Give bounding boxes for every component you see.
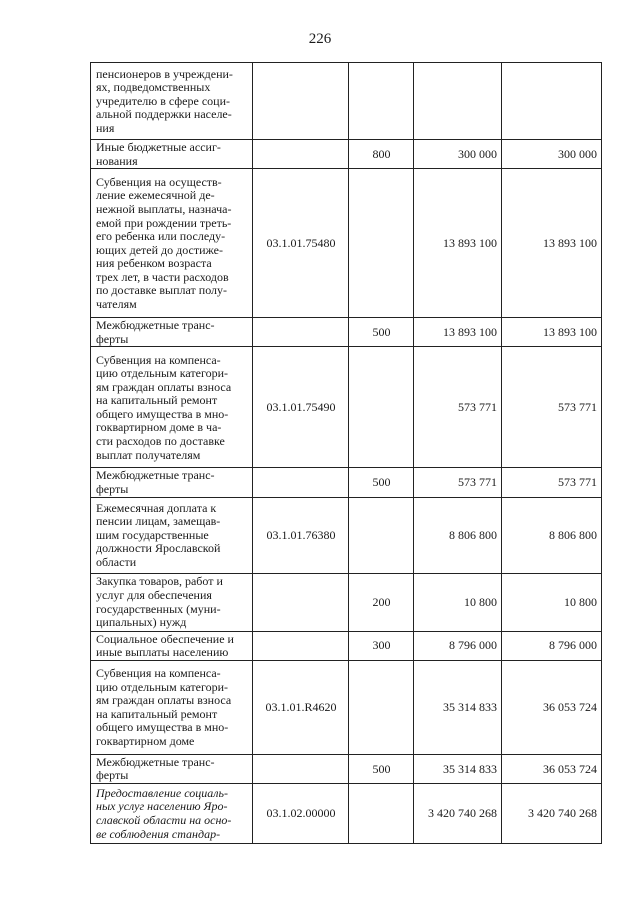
row-amount-year2-cell: 13 893 100 [502,169,602,318]
budget-table-body [91,63,602,844]
row-expense-type-cell: 500 [349,318,414,347]
row-expense-type-cell: 300 [349,631,414,660]
row-code-cell [253,631,349,660]
table-row [91,63,602,140]
row-amount-year1-cell: 300 000 [414,140,502,169]
page-number: 226 [308,31,332,47]
row-amount-year2-cell: 300 000 [502,140,602,169]
row-code-cell [253,63,349,140]
row-code-cell [253,754,349,783]
row-code-cell: 03.1.01.75490 [253,347,349,468]
row-amount-year1-cell: 3 420 740 268 [414,783,502,843]
row-amount-year2-cell: 573 771 [502,347,602,468]
row-expense-type-cell [349,660,414,754]
row-name-cell: Межбюджетные транс- ферты [91,468,253,497]
table-row [91,573,602,631]
row-amount-year2-cell: 13 893 100 [502,318,602,347]
table-row [91,318,602,347]
row-expense-type-cell: 500 [349,754,414,783]
row-code-cell: 03.1.01.R4620 [253,660,349,754]
row-name-cell: Иные бюджетные ассиг- нования [91,140,253,169]
row-amount-year1-cell: 573 771 [414,347,502,468]
row-amount-year2-cell: 10 800 [502,573,602,631]
row-expense-type-cell [349,347,414,468]
table-row [91,783,602,843]
row-amount-year2-cell: 8 806 800 [502,497,602,573]
row-amount-year2-cell: 36 053 724 [502,754,602,783]
row-name-cell: Закупка товаров, работ и услуг для обеспечения государственных (муни- ципальных) нужд [91,573,253,631]
row-name-cell: пенсионеров в учреждени- ях, подведомственных учредителю в сфере соци- альной поддержки населе- ния [91,63,253,140]
table-row [91,754,602,783]
row-name-cell: Межбюджетные транс- ферты [91,754,253,783]
table-row [91,497,602,573]
table-row [91,347,602,468]
row-name-cell: Субвенция на компенса- цию отдельным категори- ям граждан оплаты взноса на капитальный ремонт общего имущества в мно- гоквартирном доме в ча- сти расходов по доставке выплат получателям [91,347,253,468]
row-amount-year2-cell: 573 771 [502,468,602,497]
row-expense-type-cell [349,169,414,318]
row-code-cell [253,573,349,631]
row-expense-type-cell: 200 [349,573,414,631]
row-expense-type-cell [349,63,414,140]
row-expense-type-cell [349,783,414,843]
row-amount-year1-cell: 8 806 800 [414,497,502,573]
table-row [91,660,602,754]
row-amount-year1-cell: 10 800 [414,573,502,631]
table-row [91,468,602,497]
row-amount-year1-cell: 573 771 [414,468,502,497]
row-amount-year1-cell: 35 314 833 [414,660,502,754]
row-code-cell: 03.1.01.76380 [253,497,349,573]
row-amount-year2-cell: 8 796 000 [502,631,602,660]
row-amount-year2-cell [502,63,602,140]
row-name-cell: Предоставление социаль- ных услуг населению Яро- славской области на осно- ве соблюдения стандар- [91,783,253,843]
row-name-cell: Социальное обеспечение и иные выплаты населению [91,631,253,660]
row-amount-year1-cell: 35 314 833 [414,754,502,783]
row-code-cell [253,468,349,497]
row-name-cell: Межбюджетные транс- ферты [91,318,253,347]
row-name-cell: Субвенция на осуществ- ление ежемесячной де- нежной выплаты, назнача- емой при рождении треть- его ребенка или последу- ющих детей до достиже- ния ребенком возраста трех лет, в части расходов по доставке выплат полу- чателям [91,169,253,318]
budget-table [90,62,602,844]
row-name-cell: Ежемесячная доплата к пенсии лицам, замещав- шим государственные должности Ярославской области [91,497,253,573]
row-amount-year1-cell: 13 893 100 [414,169,502,318]
row-amount-year2-cell: 3 420 740 268 [502,783,602,843]
row-code-cell: 03.1.02.00000 [253,783,349,843]
row-name-cell: Субвенция на компенса- цию отдельным категори- ям граждан оплаты взноса на капитальный ремонт общего имущества в мно- гоквартирном доме [91,660,253,754]
table-row [91,631,602,660]
row-amount-year1-cell: 13 893 100 [414,318,502,347]
row-expense-type-cell: 500 [349,468,414,497]
row-code-cell [253,140,349,169]
table-row [91,140,602,169]
row-code-cell: 03.1.01.75480 [253,169,349,318]
row-amount-year1-cell: 8 796 000 [414,631,502,660]
row-expense-type-cell: 800 [349,140,414,169]
row-expense-type-cell [349,497,414,573]
table-row [91,169,602,318]
row-amount-year1-cell [414,63,502,140]
row-code-cell [253,318,349,347]
row-amount-year2-cell: 36 053 724 [502,660,602,754]
